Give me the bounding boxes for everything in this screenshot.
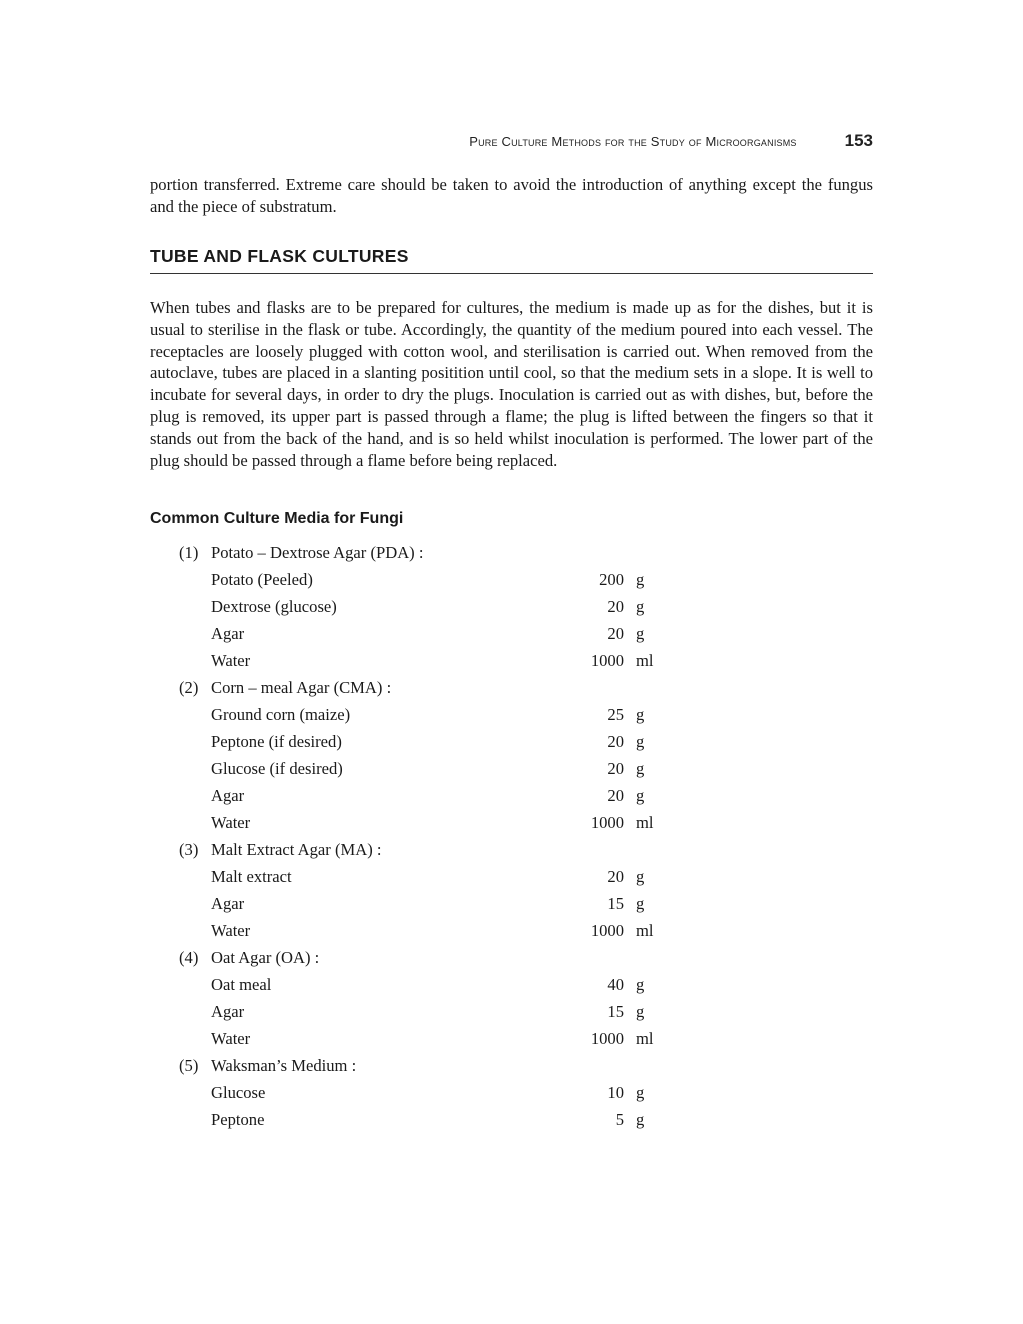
ingredient-row	[150, 1109, 873, 1136]
ingredient-name: Glucose	[211, 1083, 266, 1102]
media-item-number: (4)	[179, 948, 199, 967]
media-item-name: Corn – meal Agar (CMA) :	[211, 678, 392, 697]
ingredient-quantity: 10	[607, 1083, 624, 1102]
ingredient-quantity: 200	[599, 570, 624, 589]
ingredient-row	[150, 623, 873, 650]
ingredient-row	[150, 893, 873, 920]
ingredient-quantity: 40	[607, 975, 624, 994]
media-item-name: Malt Extract Agar (MA) :	[211, 840, 382, 859]
ingredient-unit: ml	[636, 651, 654, 670]
media-item-number: (2)	[179, 678, 199, 697]
ingredient-row	[150, 758, 873, 785]
ingredient-quantity: 25	[607, 705, 624, 724]
ingredient-row	[150, 650, 873, 677]
ingredient-name: Agar	[211, 1002, 245, 1021]
ingredient-name: Agar	[211, 786, 245, 805]
intro-paragraph: portion transferred. Extreme care should be taken to avoid the introduction of anything except the fungus and the piece of substratum.	[150, 175, 873, 216]
ingredient-unit: g	[636, 975, 645, 994]
ingredient-unit: g	[636, 1083, 645, 1102]
media-item-number: (3)	[179, 840, 199, 859]
ingredient-name: Potato (Peeled)	[211, 570, 313, 589]
ingredient-name: Water	[211, 813, 251, 832]
ingredient-unit: g	[636, 570, 645, 589]
ingredient-quantity: 20	[607, 867, 624, 886]
media-item-number: (5)	[179, 1056, 199, 1075]
ingredient-name: Agar	[211, 624, 245, 643]
media-list	[150, 542, 873, 1136]
ingredient-name: Glucose (if desired)	[211, 759, 343, 778]
ingredient-unit: g	[636, 705, 645, 724]
ingredient-row	[150, 785, 873, 812]
section-paragraph: When tubes and flasks are to be prepared for cultures, the medium is made up as for the dishes, but it is usual to sterilise in the flask or tube. Accordingly, the quantity of the medium poured into each vessel. The receptacles are loosely plugged with cotton wool, and sterilisation is carried out. When removed from the autoclave, tubes are placed in a slanting positition until cool, so that the medium sets in a slope. It is well to incubate for several days, in order to dry the plugs. Inoculation is carried out as with dishes, but, before the plug is removed, its upper part is passed through a flame; the plug is lifted between the fingers so that it stands out from the back of the hand, and is so held whilst inoculation is performed. The lower part of the plug should be passed through a flame before being replaced.	[150, 298, 873, 470]
media-item-name: Waksman’s Medium :	[211, 1056, 357, 1075]
ingredient-quantity: 1000	[590, 1029, 624, 1048]
running-header	[469, 131, 873, 151]
ingredient-name: Dextrose (glucose)	[211, 597, 337, 616]
ingredient-name: Agar	[211, 894, 245, 913]
media-item-name: Oat Agar (OA) :	[211, 948, 320, 967]
ingredient-name: Ground corn (maize)	[211, 705, 351, 724]
ingredient-name: Peptone (if desired)	[211, 732, 342, 751]
ingredient-name: Oat meal	[211, 975, 272, 994]
ingredient-unit: g	[636, 759, 645, 778]
ingredient-row	[150, 1001, 873, 1028]
ingredient-name: Water	[211, 921, 251, 940]
media-item-heading	[150, 1055, 873, 1082]
ingredient-unit: g	[636, 1002, 645, 1021]
ingredient-row	[150, 569, 873, 596]
ingredient-quantity: 20	[607, 597, 624, 616]
ingredient-unit: g	[636, 894, 645, 913]
ingredient-name: Malt extract	[211, 867, 292, 886]
ingredient-quantity: 1000	[590, 651, 624, 670]
ingredient-unit: ml	[636, 1029, 654, 1048]
media-item-heading	[150, 542, 873, 569]
ingredient-row	[150, 920, 873, 947]
ingredient-quantity: 20	[607, 786, 624, 805]
media-item-number: (1)	[179, 543, 199, 562]
ingredient-quantity: 15	[607, 1002, 624, 1021]
ingredient-unit: ml	[636, 813, 654, 832]
ingredient-name: Water	[211, 651, 251, 670]
ingredient-quantity: 1000	[590, 921, 624, 940]
ingredient-quantity: 5	[615, 1110, 624, 1129]
ingredient-unit: ml	[636, 921, 654, 940]
running-title: Pure Culture Methods for the Study of Microorganisms	[469, 134, 797, 149]
section-heading: TUBE AND FLASK CULTURES	[150, 246, 873, 274]
ingredient-row	[150, 812, 873, 839]
ingredient-name: Peptone	[211, 1110, 265, 1129]
ingredient-unit: g	[636, 732, 645, 751]
ingredient-quantity: 15	[607, 894, 624, 913]
ingredient-unit: g	[636, 867, 645, 886]
ingredient-unit: g	[636, 624, 645, 643]
ingredient-row	[150, 1028, 873, 1055]
page-number: 153	[844, 131, 873, 150]
ingredient-row	[150, 704, 873, 731]
media-item-name: Potato – Dextrose Agar (PDA) :	[211, 543, 424, 562]
media-item-heading	[150, 947, 873, 974]
ingredient-quantity: 20	[607, 624, 624, 643]
ingredient-row	[150, 1082, 873, 1109]
media-item-heading	[150, 839, 873, 866]
ingredient-row	[150, 596, 873, 623]
ingredient-row	[150, 731, 873, 758]
media-item-heading	[150, 677, 873, 704]
ingredient-unit: g	[636, 786, 645, 805]
ingredient-name: Water	[211, 1029, 251, 1048]
ingredient-quantity: 20	[607, 759, 624, 778]
ingredient-unit: g	[636, 597, 645, 616]
ingredient-quantity: 1000	[590, 813, 624, 832]
ingredient-unit: g	[636, 1110, 645, 1129]
ingredient-quantity: 20	[607, 732, 624, 751]
media-heading: Common Culture Media for Fungi	[150, 510, 404, 527]
ingredient-row	[150, 974, 873, 1001]
ingredient-row	[150, 866, 873, 893]
